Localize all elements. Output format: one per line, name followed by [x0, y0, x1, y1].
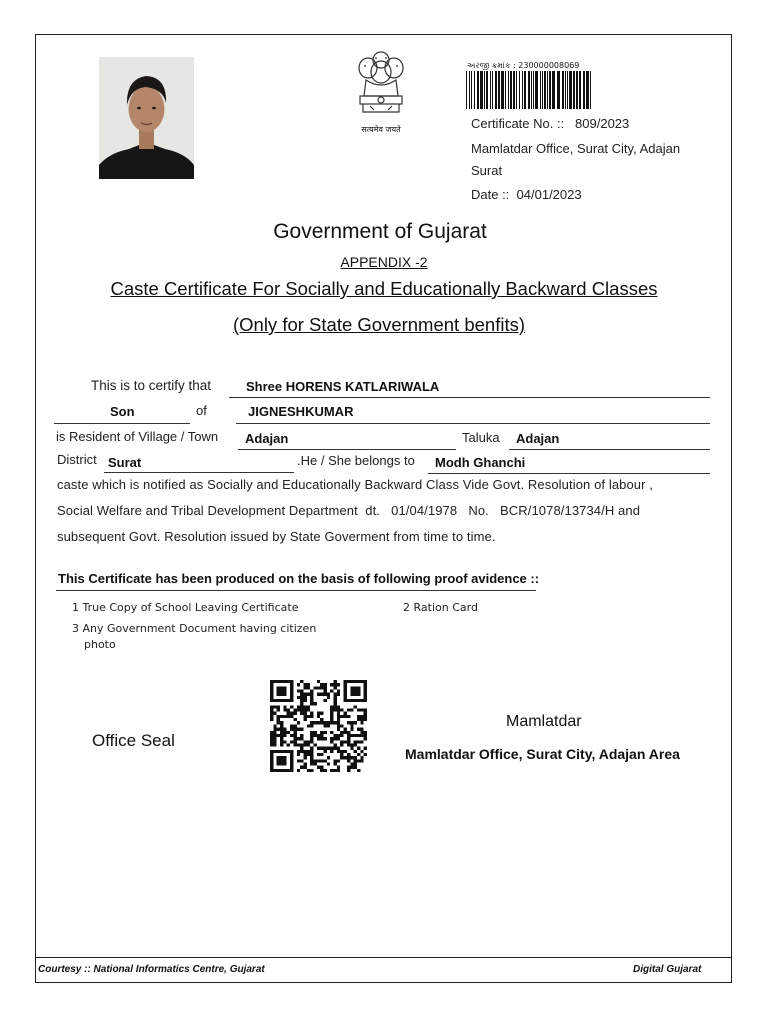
village-value: Adajan	[245, 431, 289, 446]
proof-item: 1 True Copy of School Leaving Certificate	[72, 601, 299, 614]
taluka-label: Taluka	[462, 430, 500, 445]
national-emblem	[346, 46, 416, 136]
holder-name: Shree HORENS KATLARIWALA	[246, 379, 440, 394]
footer-divider	[35, 957, 732, 958]
certificate-subtitle: (Only for State Government benfits)	[232, 314, 525, 335]
mamlatdar-title: Mamlatdar	[506, 713, 582, 730]
resolution-text-line3: subsequent Govt. Resolution issued by State Goverment from time to time.	[57, 529, 496, 544]
office-seal-label: Office Seal	[92, 731, 175, 750]
footer-digital-gujarat: Digital Gujarat	[633, 964, 702, 975]
resolution-text-line2: Social Welfare and Tribal Development Department dt. 01/04/1978 No. BCR/1078/13734/H and	[57, 503, 641, 518]
applicant-photo	[99, 57, 194, 179]
of-label: of	[196, 403, 207, 418]
proof-heading: This Certificate has been produced on the basis of following proof avidence ::	[58, 571, 540, 586]
barcode-caption: અરજી ક્રમાંક : 230000008069	[467, 61, 580, 70]
footer-courtesy: Courtesy :: National Informatics Centre, Gujarat	[38, 964, 265, 975]
relation: Son	[110, 404, 135, 419]
caste-value: Modh Ghanchi	[435, 455, 526, 470]
proof-item: 3 Any Government Document having citizen	[72, 622, 317, 635]
certificate-date: Date :: 04/01/2023	[471, 187, 582, 202]
qr-code	[270, 680, 367, 772]
resolution-text-line1: caste which is notified as Socially and Educationally Backward Class Vide Govt. Resolution of labour ,	[57, 477, 653, 492]
appendix-label: APPENDIX -2	[340, 254, 428, 270]
mamlatdar-office: Mamlatdar Office, Surat City, Adajan Area	[405, 746, 680, 762]
district-label: District	[57, 452, 97, 467]
taluka-value: Adajan	[516, 431, 560, 446]
government-title: Government of Gujarat	[273, 220, 487, 243]
issuing-office-line2: Surat	[471, 163, 503, 178]
proof-item-continuation: photo	[84, 638, 116, 651]
certificate-title: Caste Certificate For Socially and Educationally Backward Classes	[110, 278, 658, 299]
certify-intro: This is to certify that	[91, 378, 212, 393]
barcode	[466, 71, 592, 109]
proof-item: 2 Ration Card	[403, 601, 478, 614]
belongs-label: .He / She belongs to	[297, 453, 415, 468]
certificate-number: Certificate No. :: 809/2023	[471, 116, 630, 131]
resident-label: is Resident of Village / Town	[56, 429, 219, 444]
emblem-motto: सत्यमेव जयते	[361, 125, 401, 134]
district-value: Surat	[108, 455, 142, 470]
issuing-office-line1: Mamlatdar Office, Surat City, Adajan	[471, 141, 681, 156]
parent-name: JIGNESHKUMAR	[248, 404, 354, 419]
